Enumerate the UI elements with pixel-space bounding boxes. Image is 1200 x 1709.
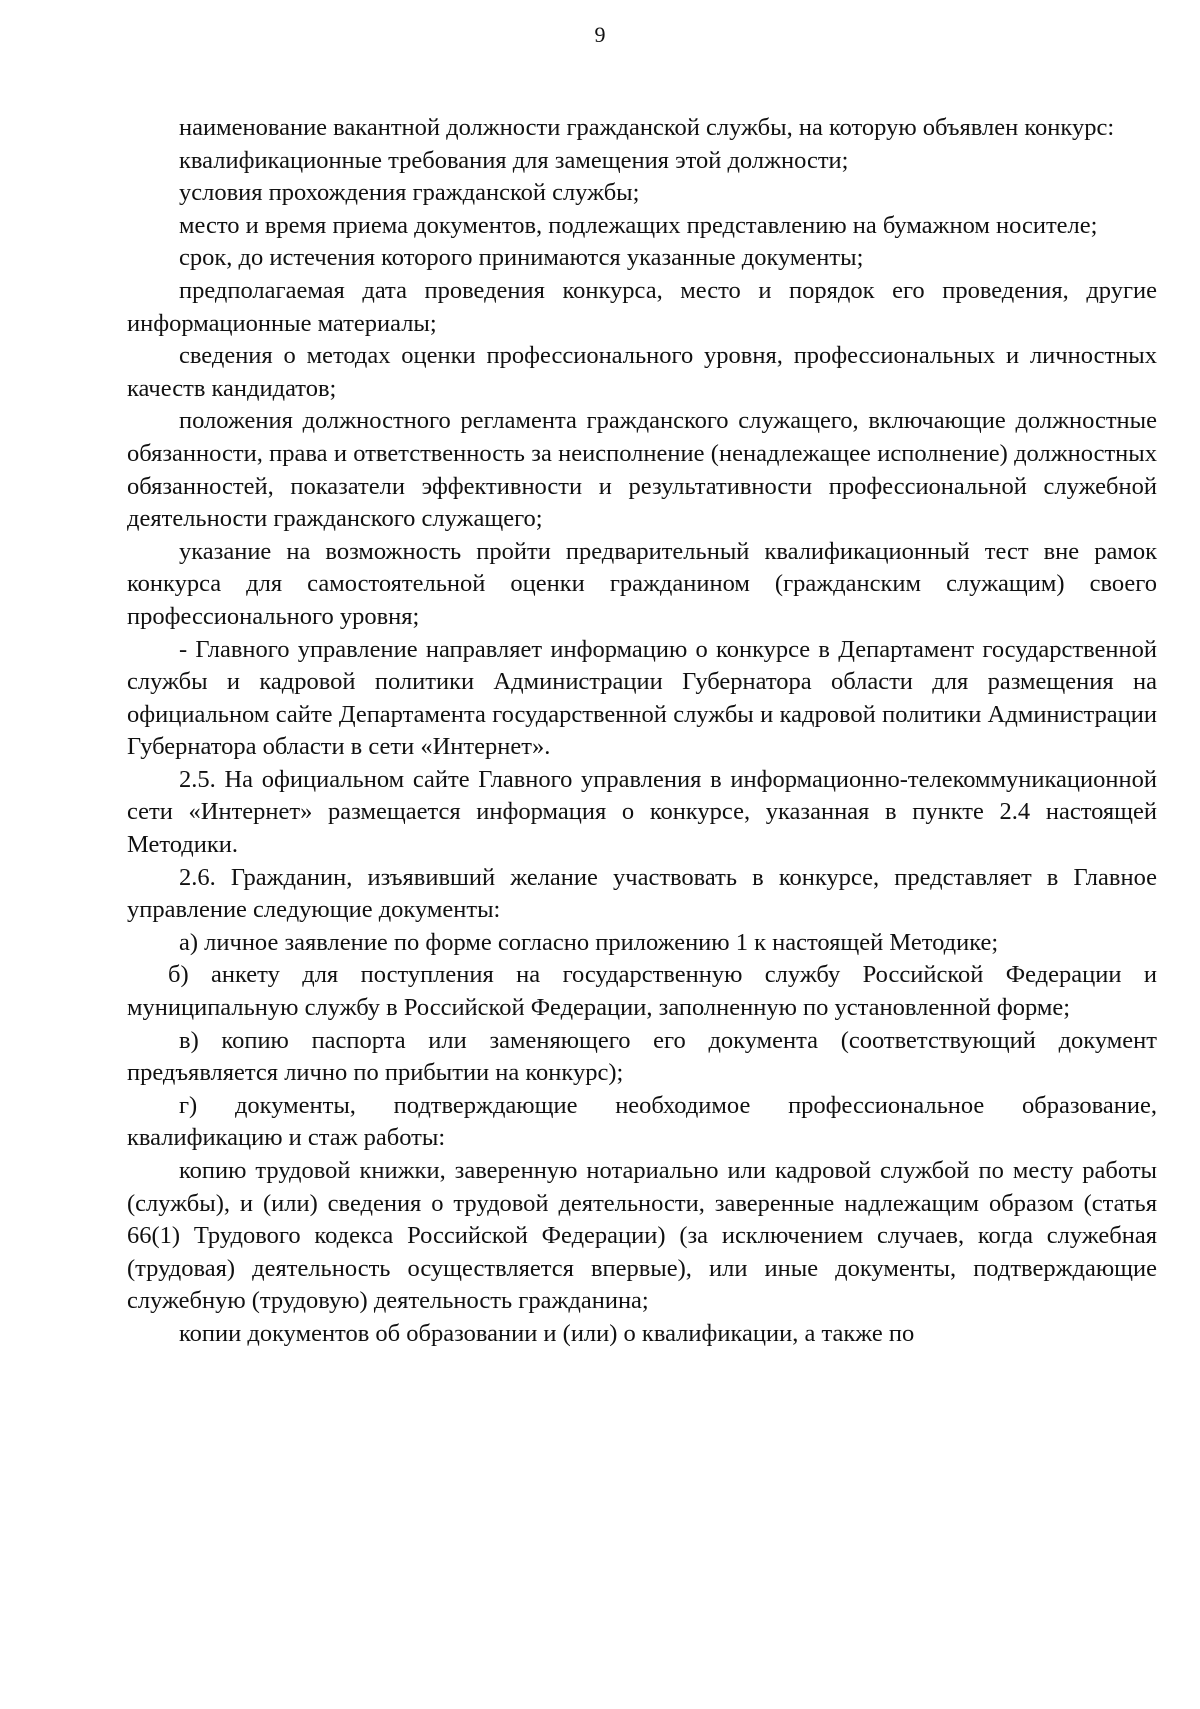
paragraph: копию трудовой книжки, заверенную нотариально или кадровой службой по месту работы (службы), и (или) сведения о трудовой деятельности, заверенные надлежащим образом (статья 66(1) Трудового кодекса Российской Федерации) (за исключением случаев, когда служебная (трудовая) деятельность осуществляется впервые), или иные документы, подтверждающие служебную (трудовую) деятельность гражданина; <box>127 1157 1157 1315</box>
paragraph: предполагаемая дата проведения конкурса, место и порядок его проведения, другие информационные материалы; <box>127 276 1157 337</box>
paragraph: место и время приема документов, подлежащих представлению на бумажном носителе; <box>179 211 1098 239</box>
paragraph: указание на возможность пройти предварительный квалификационный тест вне рамок конкурса для самостоятельной оценки гражданином (гражданским служащим) своего профессионального уровня; <box>127 537 1157 630</box>
paragraph: в) копию паспорта или заменяющего его документа (соответствующий документ предъявляется лично по прибытии на конкурс); <box>127 1026 1157 1087</box>
paragraph: копии документов об образовании и (или) о квалификации, а также по <box>179 1319 915 1347</box>
paragraph: 2.5. На официальном сайте Главного управления в информационно-телекоммуникационной сети «Интернет» размещается информация о конкурсе, указанная в пункте 2.4 настоящей Методики. <box>127 765 1157 859</box>
paragraph: - Главного управление направляет информацию о конкурсе в Департамент государственной службы и кадровой политики Администрации Губернатора области для размещения на официальном сайте Департамента государственной службы и кадровой политики Администрации Губернатора области в сети «Интернет». <box>127 635 1157 761</box>
page-number: 9 <box>594 22 606 47</box>
paragraph: а) личное заявление по форме согласно приложению 1 к настоящей Методике; <box>179 928 999 956</box>
paragraph: наименование вакантной должности гражданской службы, на которую объявлен конкурс: <box>179 114 1115 141</box>
paragraph: сведения о методах оценки профессионального уровня, профессиональных и личностных качеств кандидатов; <box>127 342 1157 402</box>
paragraph: положения должностного регламента гражданского служащего, включающие должностные обязанности, права и ответственность за неисполнение (ненадлежащее исполнение) должностных обязанностей, показатели эффективности и результативности профессиональной служебной деятельности гражданского служащего; <box>127 407 1157 533</box>
paragraph: г) документы, подтверждающие необходимое профессиональное образование, квалификацию и стаж работы: <box>127 1091 1157 1152</box>
paragraph: 2.6. Гражданин, изъявивший желание участвовать в конкурсе, представляет в Главное управление следующие документы: <box>127 863 1157 924</box>
paragraph: срок, до истечения которого принимаются указанные документы; <box>179 244 864 272</box>
paragraph: квалификационные требования для замещения этой должности; <box>179 146 849 174</box>
document-body <box>127 112 1157 1351</box>
paragraph: б) анкету для поступления на государственную службу Российской Федерации и муниципальную службу в Российской Федерации, заполненную по установленной форме; <box>127 961 1157 1022</box>
paragraph: условия прохождения гражданской службы; <box>179 179 640 207</box>
